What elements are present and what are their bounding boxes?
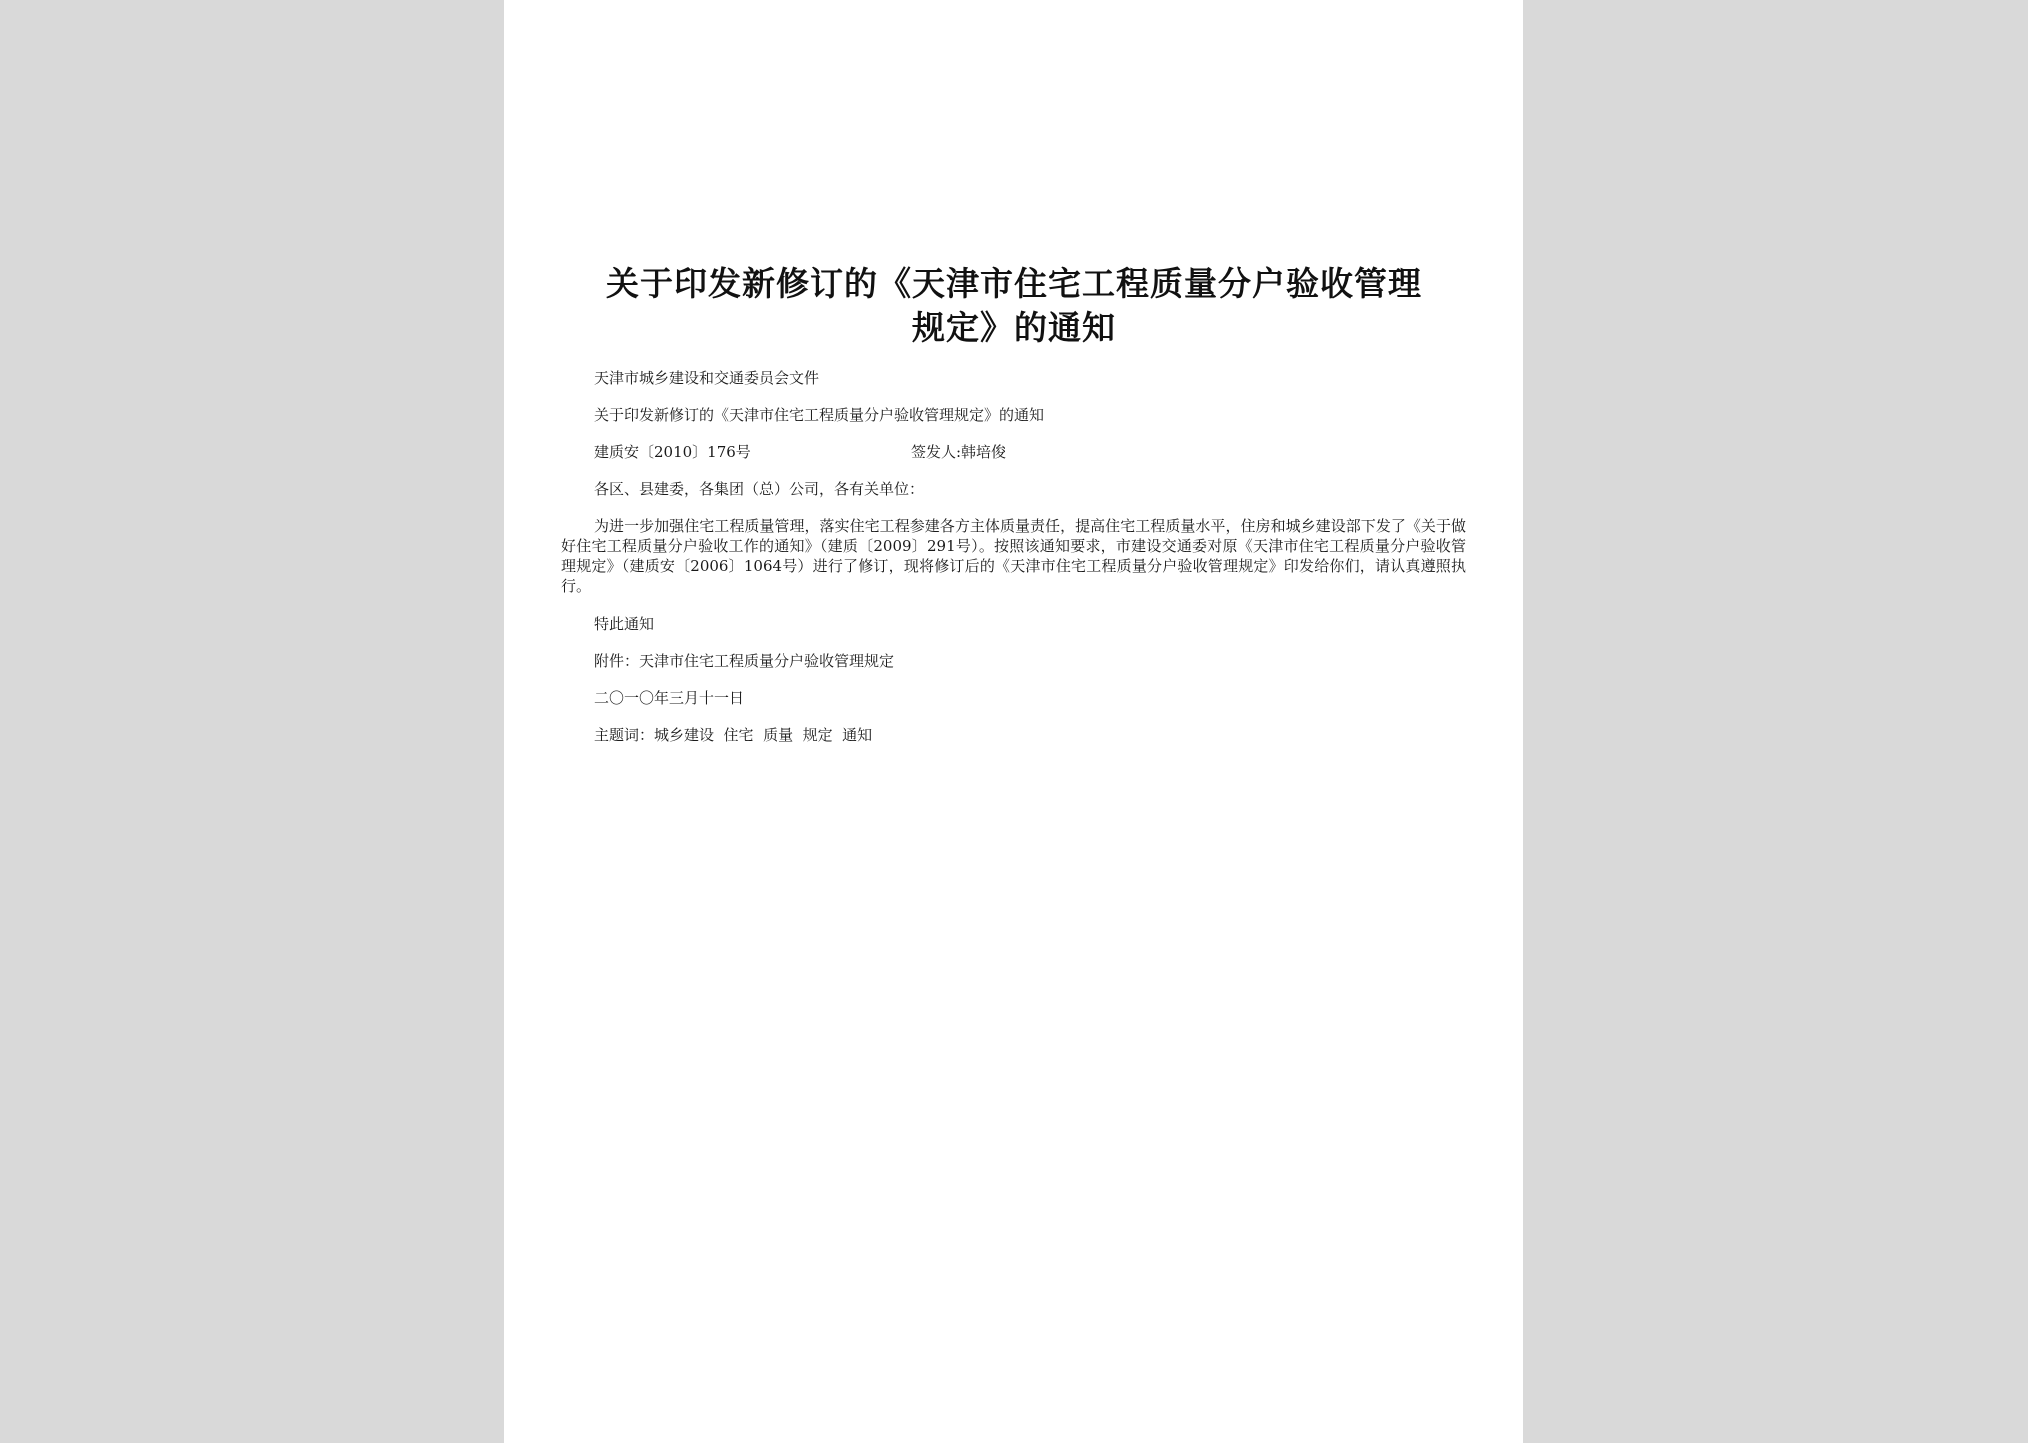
body-paragraph: 为进一步加强住宅工程质量管理，落实住宅工程参建各方主体质量责任，提高住宅工程质量水平，住房和城乡建设部下发了《关于做好住宅工程质量分户验收工作的通知》（建质〔2009〕291号）。按照该通知要求，市建设交通委对原《天津市住宅工程质量分户验收管理规定》（建质安〔2006〕1064号）进行了修订，现将修订后的《天津市住宅工程质量分户验收管理规定》印发给你们，请认真遵照执行。 <box>561 517 1466 595</box>
document-title <box>564 262 1464 350</box>
recipients-line: 各区、县建委，各集团（总）公司，各有关单位： <box>594 480 925 498</box>
title-line-1: 关于印发新修订的《天津市住宅工程质量分户验收管理 <box>606 264 1422 303</box>
closing-line: 特此通知 <box>594 615 655 633</box>
attachment-line: 附件：天津市住宅工程质量分户验收管理规定 <box>594 652 895 670</box>
keywords-line: 主题词：城乡建设 住宅 质量 规定 通知 <box>594 726 873 744</box>
signer: 签发人:韩培俊 <box>911 443 1007 461</box>
issuer-line: 天津市城乡建设和交通委员会文件 <box>594 369 820 387</box>
subject-line: 关于印发新修订的《天津市住宅工程质量分户验收管理规定》的通知 <box>594 406 1045 424</box>
date-line: 二〇一〇年三月十一日 <box>594 689 745 707</box>
doc-number: 建质安〔2010〕176号 <box>594 443 751 461</box>
title-line-2: 规定》的通知 <box>912 308 1116 347</box>
document-page <box>504 0 1523 1443</box>
